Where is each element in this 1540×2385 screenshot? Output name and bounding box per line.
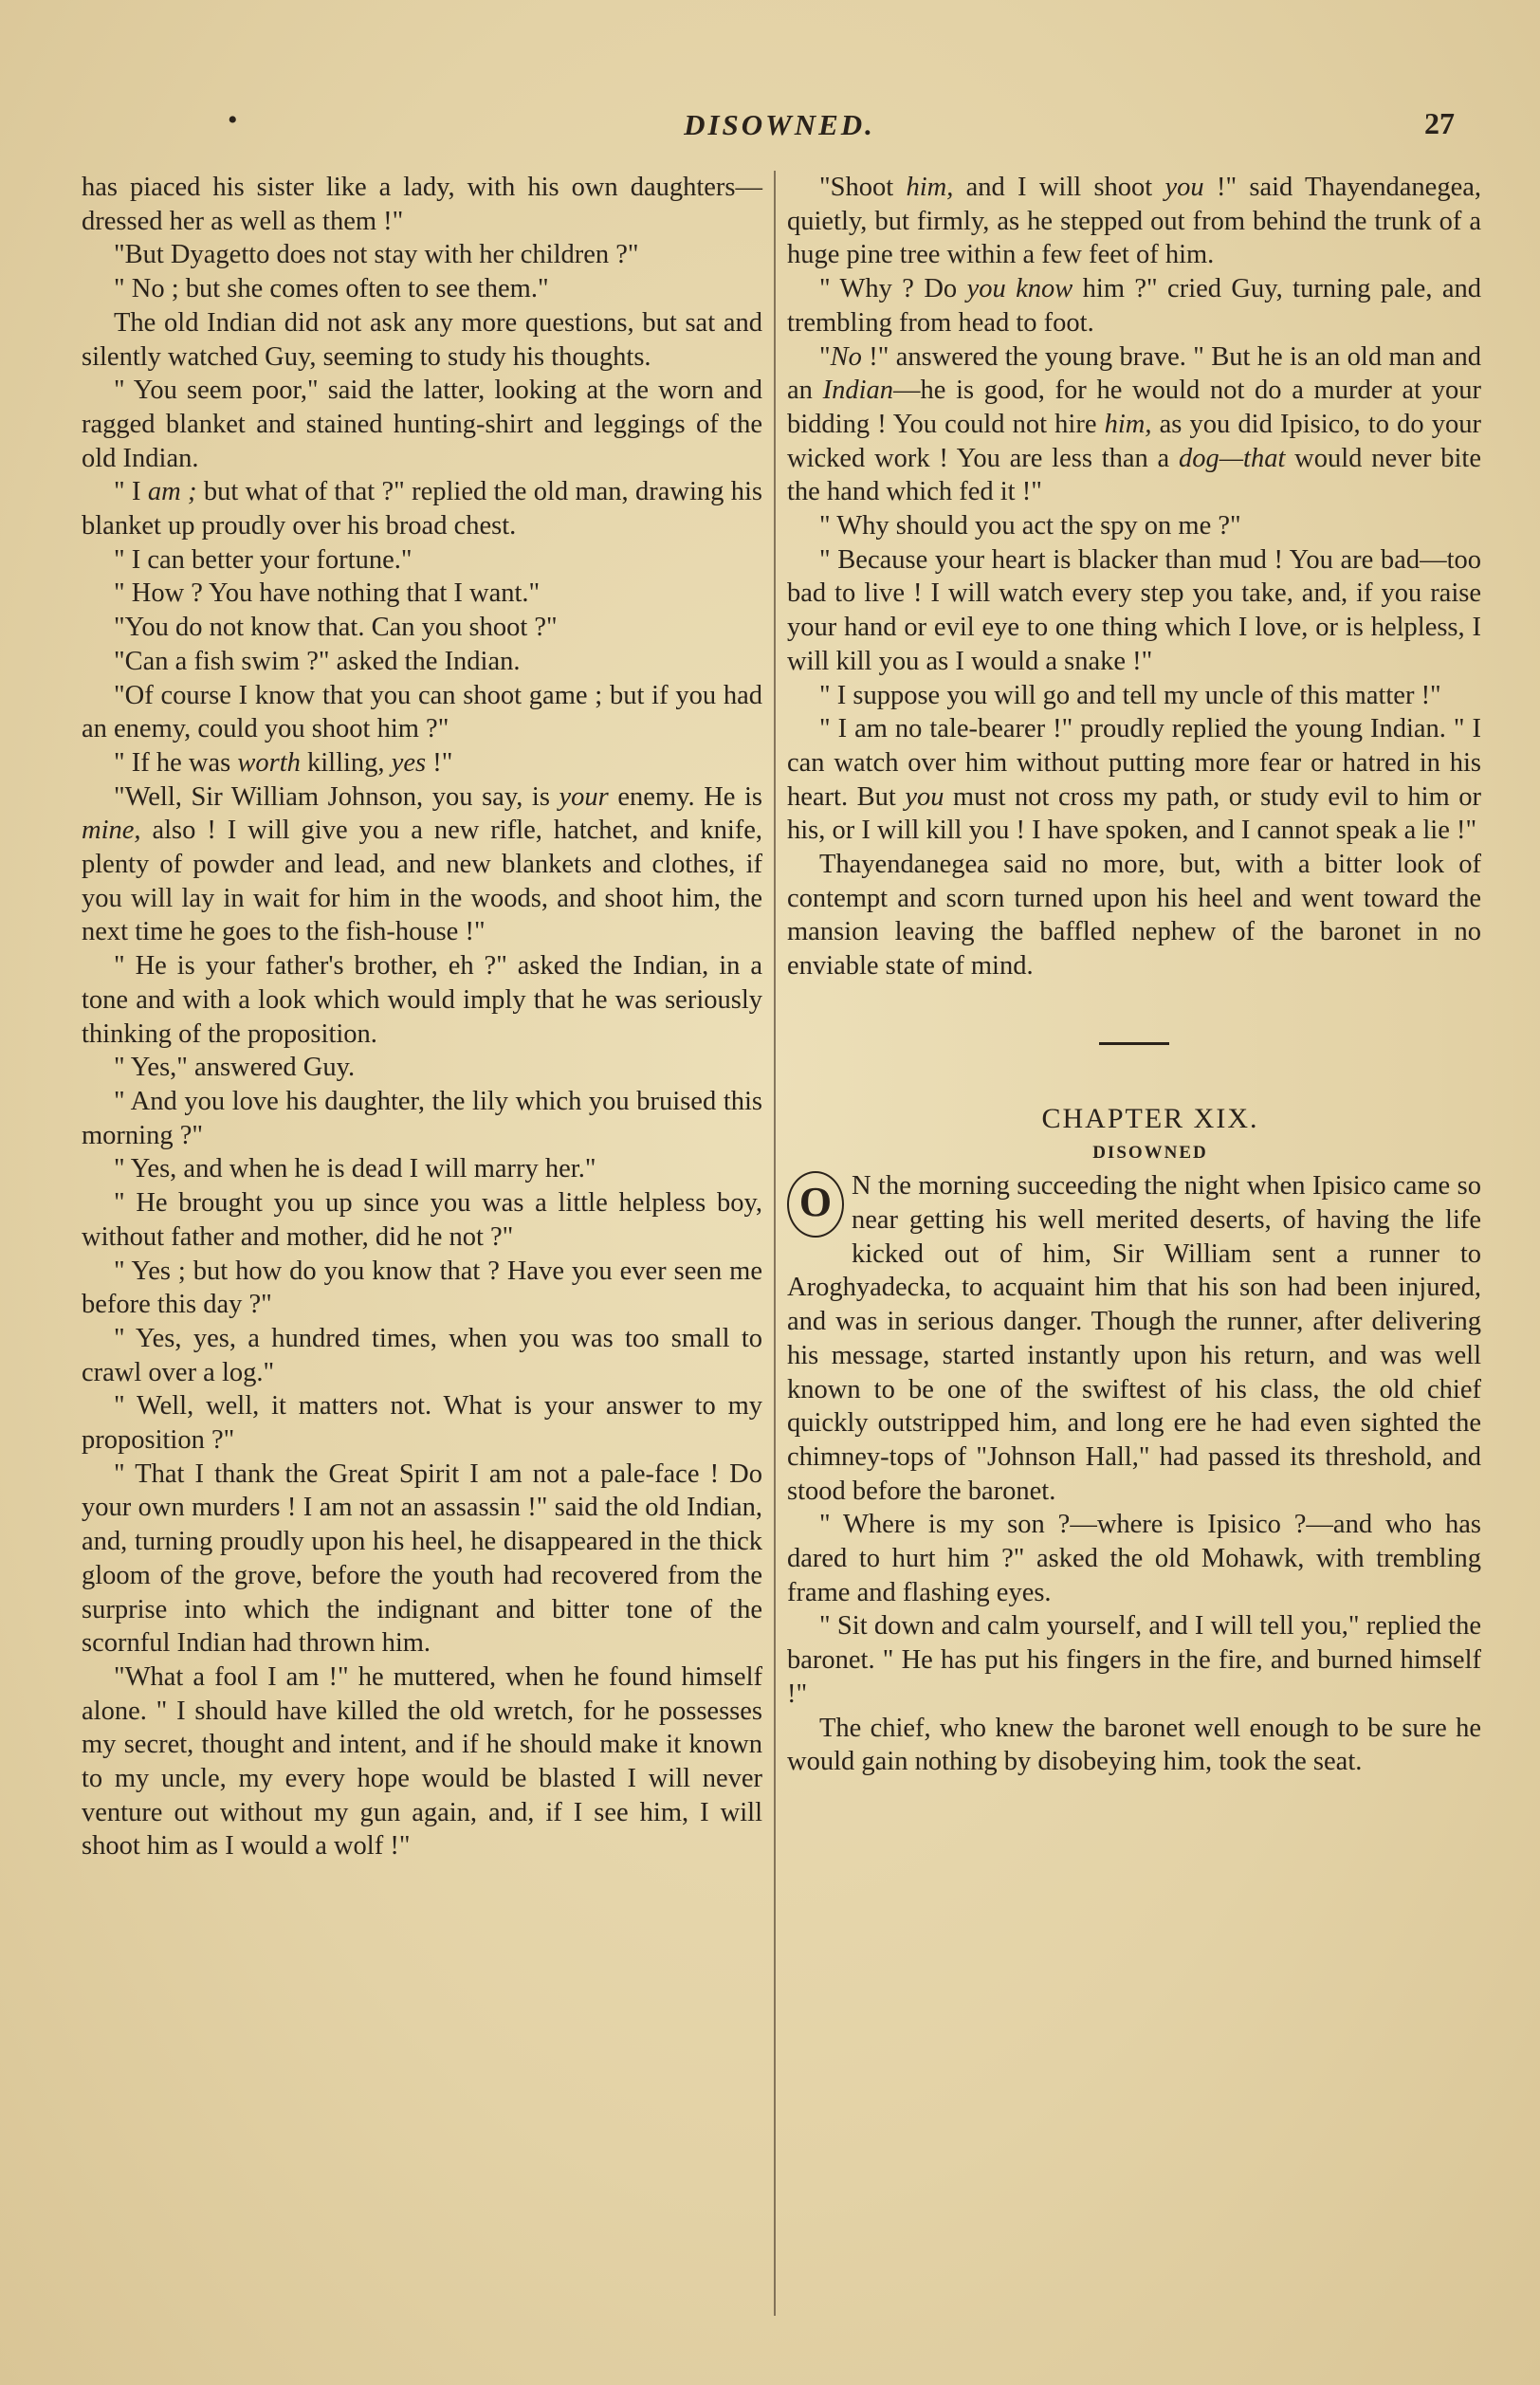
paragraph: " Why ? Do you know him ?" cried Guy, turning pale, and trembling from head to foot.	[787, 274, 1481, 338]
paragraph: " Yes, yes, a hundred times, when you was too small to crawl over a log."	[82, 1323, 762, 1387]
paragraph: " Where is my son ?—where is Ipisico ?—and who has dared to hurt him ?" asked the old Mohawk, with trembling frame and flashing eyes.	[787, 1510, 1481, 1607]
right-column	[787, 171, 1481, 1779]
paragraph: " If he was worth killing, yes !"	[114, 747, 453, 778]
paragraph: "But Dyagetto does not stay with her children ?"	[114, 240, 639, 270]
paragraph: " Well, well, it matters not. What is your answer to my proposition ?"	[82, 1391, 762, 1456]
paragraph: " No ; but she comes often to see them."	[114, 274, 549, 304]
paragraph: " He brought you up since you was a little helpless boy, without father and mother, did he not ?"	[82, 1188, 762, 1252]
paragraph: " I am ; but what of that ?" replied the old man, drawing his blanket up proudly over his broad chest.	[82, 477, 762, 541]
paragraph: " How ? You have nothing that I want."	[114, 578, 541, 609]
paragraph: has piaced his sister like a lady, with his own daughters—dressed her as well as them !"	[82, 173, 762, 236]
paragraph: "What a fool I am !" he muttered, when he found himself alone. " I should have killed the old wretch, for he possesses my secret, thought and intent, and if he should make it known to my uncle, my every hope would be blasted I will never venture out without my gun again, and, if I see him, I will shoot him as I would a wolf !"	[82, 1661, 762, 1862]
chapter-subtitle: DISOWNED	[1092, 1142, 1208, 1163]
paragraph: " You seem poor," said the latter, looking at the worn and ragged blanket and stained hunting-shirt and leggings of the old Indian.	[82, 376, 762, 473]
paragraph: "No !" answered the young brave. " But he is an old man and an Indian—he is good, for he would not do a murder at your bidding ! You could not hire him, as you did Ipisico, to do your wicked work ! You are less than a dog—that would never bite the hand which fed it !"	[787, 341, 1482, 507]
paragraph: " Yes," answered Guy.	[114, 1053, 356, 1083]
running-title: DISOWNED.	[684, 108, 875, 141]
paragraph: " Why should you act the spy on me ?"	[819, 511, 1241, 541]
chapter-heading: CHAPTER XIX.	[1041, 1102, 1259, 1134]
paragraph: " Because your heart is blacker than mud ! You are bad—too bad to live ! I will watch every step you take, and, if you raise your hand or evil eye to one thing which I love, or is helpless, I will kill you as I would a snake !"	[787, 544, 1481, 676]
running-header	[76, 102, 1483, 150]
paragraph: " And you love his daughter, the lily which you bruised this morning ?"	[82, 1086, 762, 1150]
paragraph: O N the morning succeeding the night when Ipisico came so near getting his well merited deserts, of having the life kicked out of him, Sir William sent a runner to Aroghyadecka, to acquaint him that his son had been injured, and was in serious danger. Though the runner, after delivering his message, started instantly upon his return, and was well known to be one of the swiftest of his class, the old chief quickly outstripped him, and long ere he had even sighted the chimney-tops of "Johnson Hall," had passed its threshold, and stood before the baronet.	[787, 1171, 1481, 1506]
paragraph: " Yes ; but how do you know that ? Have you ever seen me before this day ?"	[82, 1256, 762, 1320]
paragraph: " Yes, and when he is dead I will marry her."	[114, 1154, 596, 1184]
paragraph: The chief, who knew the baronet well enough to be sure he would gain nothing by disobeying him, took the seat.	[787, 1713, 1481, 1777]
paragraph: The old Indian did not ask any more questions, but sat and silently watched Guy, seeming to study his thoughts.	[82, 307, 762, 372]
page-number: 27	[1424, 106, 1455, 140]
paragraph: " Sit down and calm yourself, and I will tell you," replied the baronet. " He has put his fingers in the fire, and burned himself !"	[787, 1611, 1481, 1709]
paragraph: " I suppose you will go and tell my uncle of this matter !"	[819, 680, 1441, 710]
section-separator	[1099, 1042, 1169, 1045]
paragraph: " He is your father's brother, eh ?" asked the Indian, in a tone and with a look which would imply that he was seriously thinking of the proposition.	[82, 951, 762, 1049]
paragraph: "Shoot him, and I will shoot you !" said Thayendanegea, quietly, but firmly, as he stepped out from behind the trunk of a huge pine tree within a few feet of him.	[787, 173, 1481, 270]
left-column	[82, 171, 762, 1863]
paragraph: "Can a fish swim ?" asked the Indian.	[114, 646, 521, 676]
header-dot: •	[228, 104, 238, 136]
paragraph: "Well, Sir William Johnson, you say, is your enemy. He is mine, also ! I will give you a new rifle, hatchet, and knife, plenty of powder and lead, and new blankets and clothes, if you will lay in wait for him in the woods, and shoot him, the next time he goes to the fish-house !"	[82, 781, 763, 947]
paragraph: "You do not know that. Can you shoot ?"	[114, 613, 558, 643]
paragraph: Thayendanegea said no more, but, with a bitter look of contempt and scorn turned upon his heel and went toward the mansion leaving the baffled nephew of the baronet in no enviable state of mind.	[787, 850, 1481, 982]
paragraph: " I am no tale-bearer !" proudly replied the young Indian. " I can watch over him without putting more fear or hatred in his heart. But you must not cross my path, or study evil to him or his, or I will kill you ! I have spoken, and I cannot speak a lie !"	[787, 714, 1482, 846]
paragraph: " I can better your fortune."	[114, 544, 412, 575]
paragraph: "Of course I know that you can shoot game ; but if you had an enemy, could you shoot him ?"	[82, 680, 762, 744]
paragraph: " That I thank the Great Spirit I am not a pale-face ! Do your own murders ! I am not an assassin !" said the old Indian, and, turning proudly upon his heel, he disappeared in the thick gloom of the grove, before the youth had recovered from the surprise into which the indignant and bitter tone of the scornful Indian had thrown him.	[82, 1459, 762, 1659]
column-rule	[774, 171, 776, 2316]
drop-cap: O	[787, 1171, 844, 1238]
